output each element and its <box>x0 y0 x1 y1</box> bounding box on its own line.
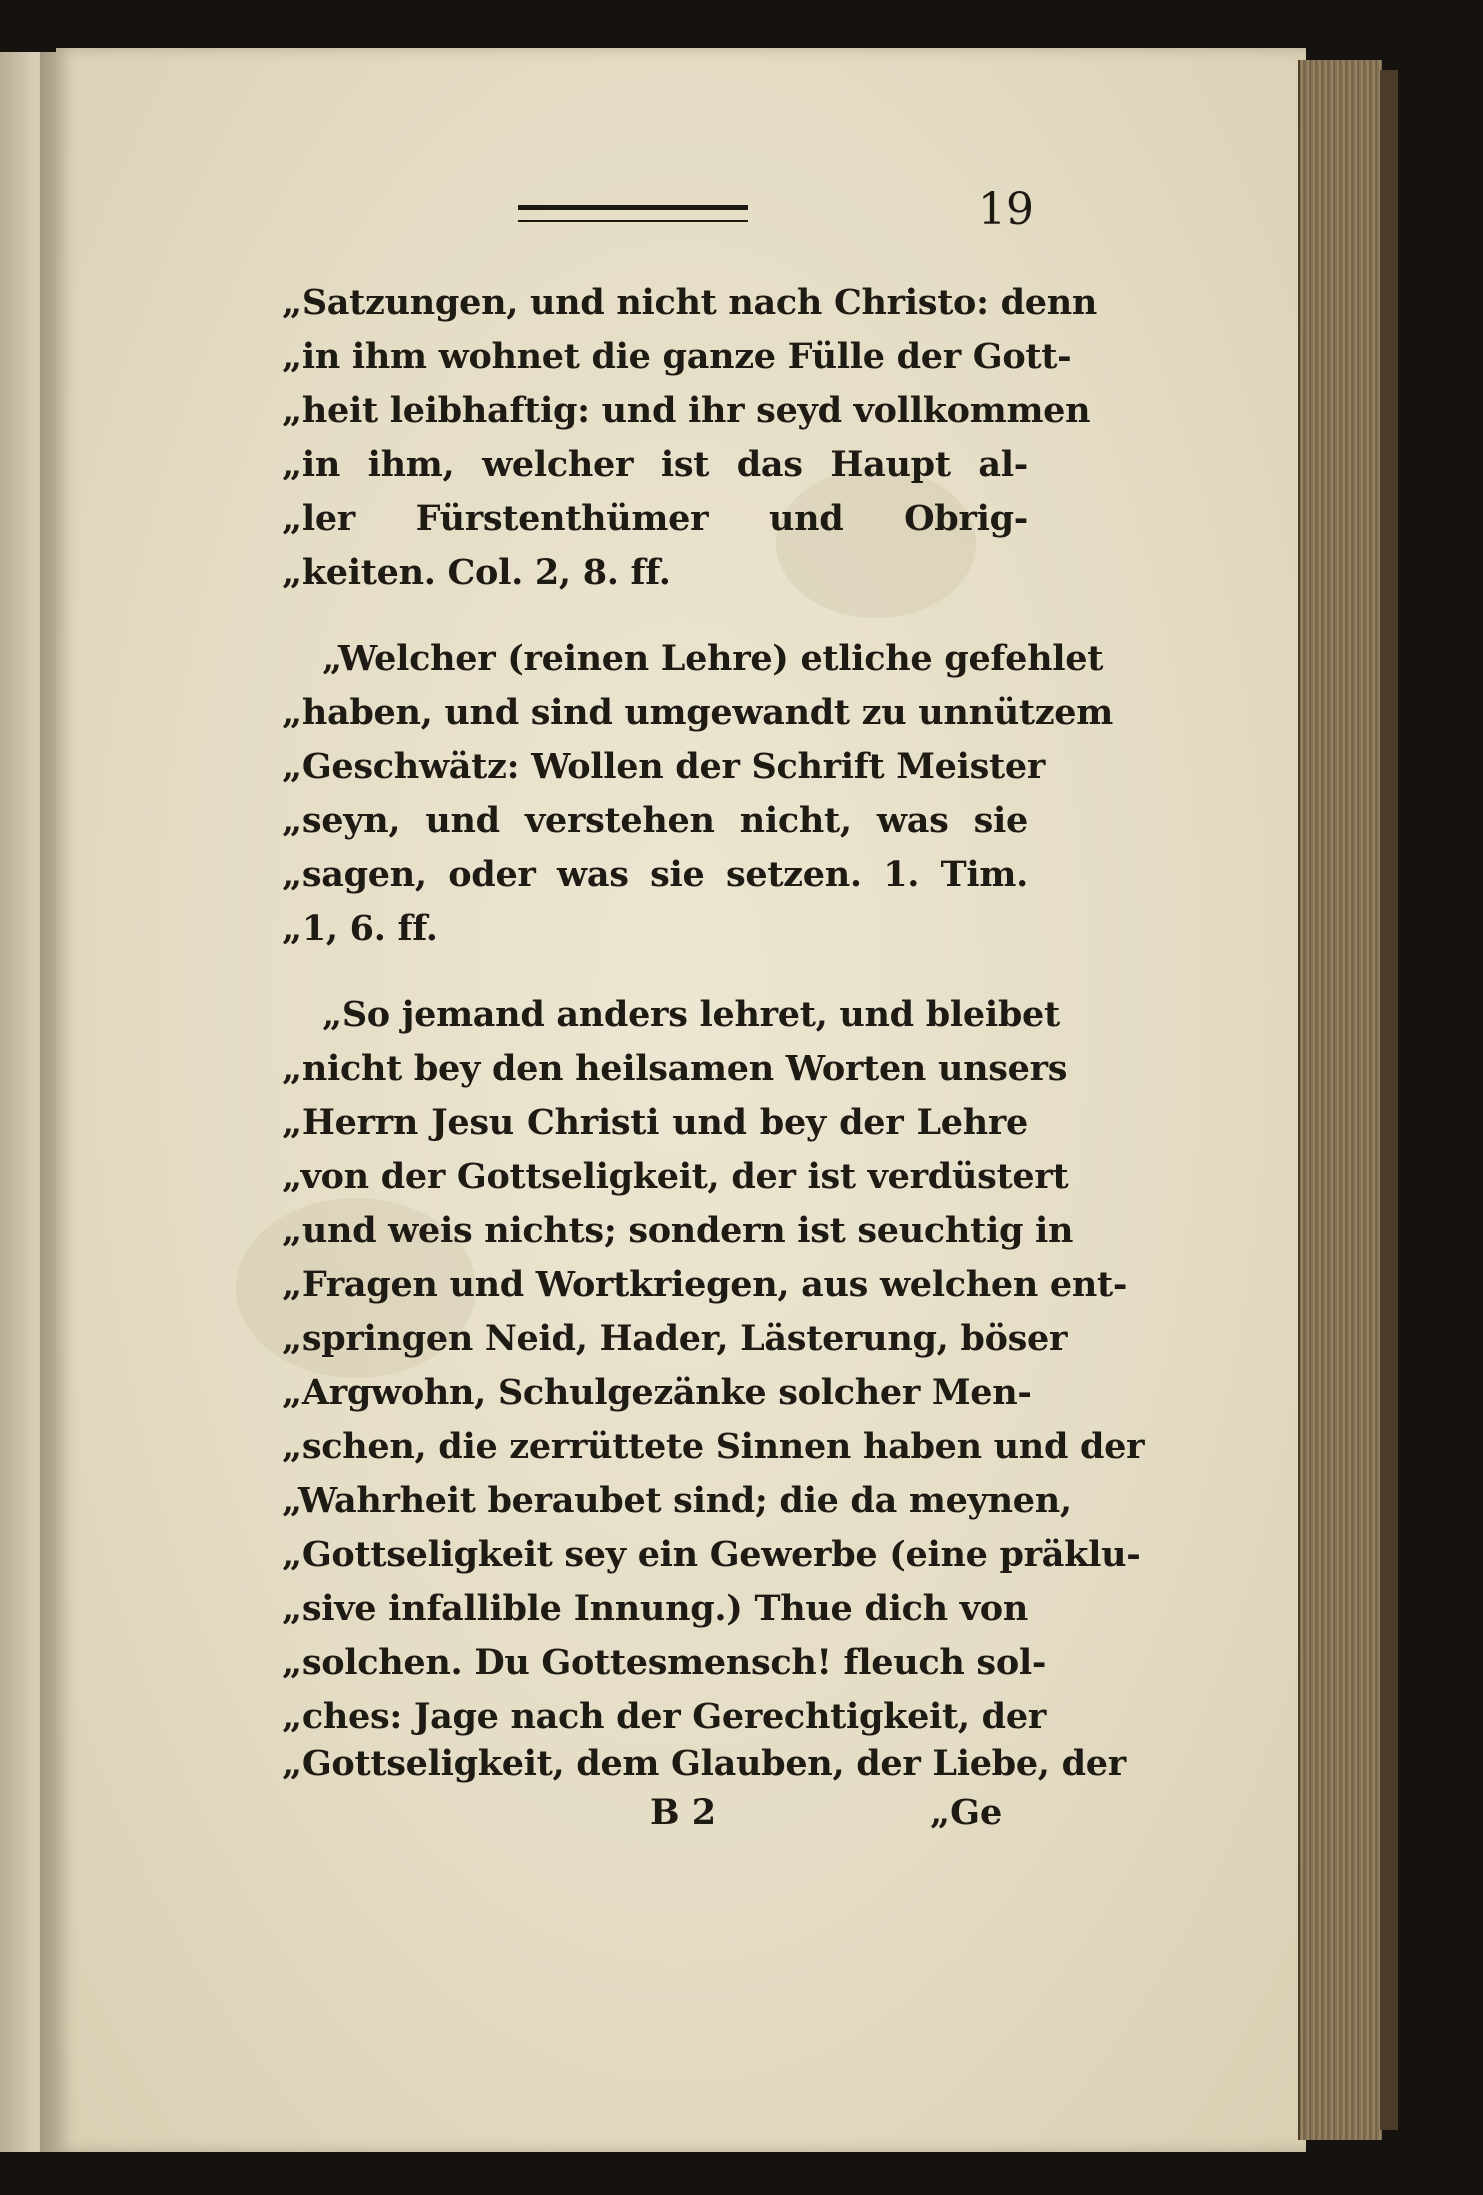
text-line: „Satzungen, und nicht nach Christo: denn <box>282 282 1098 323</box>
text-line: „ler Fürstenthümer und Obrig- <box>282 498 1028 539</box>
text-line: „keiten. Col. 2, 8. ff. <box>282 552 671 593</box>
text-line: „heit leibhaftig: und ihr seyd vollkommen <box>282 390 1091 431</box>
header-rule <box>518 205 748 222</box>
text-line: „Gottseligkeit sey ein Gewerbe (eine präklu- <box>282 1534 1141 1575</box>
text-line: „ches: Jage nach der Gerechtigkeit, der <box>282 1696 1046 1737</box>
text-line: „in ihm, welcher ist das Haupt al- <box>282 444 1028 485</box>
text-line: „Geschwätz: Wollen der Schrift Meister <box>282 746 1046 787</box>
page-number: 19 <box>978 184 1034 235</box>
text-line: „nicht bey den heilsamen Worten unsers <box>282 1048 1068 1089</box>
text-line: „in ihm wohnet die ganze Fülle der Gott- <box>282 336 1072 377</box>
text-line: „und weis nichts; sondern ist seuchtig in <box>282 1210 1074 1251</box>
text-line: „von der Gottseligkeit, der ist verdüstert <box>282 1156 1069 1197</box>
text-line: „springen Neid, Hader, Lästerung, böser <box>282 1318 1068 1359</box>
book-cover-edge <box>1380 70 1398 2130</box>
text-line: „Gottseligkeit, dem Glauben, der Liebe, der <box>282 1743 1126 1784</box>
text-line: „haben, und sind umgewandt zu unnützem <box>282 692 1114 733</box>
text-line: „1, 6. ff. <box>282 908 438 949</box>
text-line: „So jemand anders lehret, und bleibet <box>322 994 1060 1035</box>
text-line: „schen, die zerrüttete Sinnen haben und der <box>282 1426 1145 1467</box>
text-line: „Wahrheit beraubet sind; die da meynen, <box>282 1480 1072 1521</box>
signature-mark: B 2 <box>650 1792 717 1833</box>
text-line: „seyn, und verstehen nicht, was sie <box>282 800 1028 841</box>
text-line: „Welcher (reinen Lehre) etliche gefehlet <box>322 638 1104 679</box>
text-line: „Argwohn, Schulgezänke solcher Men- <box>282 1372 1032 1413</box>
page-block-edge <box>1298 60 1382 2140</box>
text-line: „Herrn Jesu Christi und bey der Lehre <box>282 1102 1028 1143</box>
text-line: „sive infallible Innung.) Thue dich von <box>282 1588 1028 1629</box>
text-line: „Fragen und Wortkriegen, aus welchen ent- <box>282 1264 1128 1305</box>
text-line: „sagen, oder was sie setzen. 1. Tim. <box>282 854 1028 895</box>
catchword: „Ge <box>930 1792 1003 1833</box>
text-line: „solchen. Du Gottesmensch! fleuch sol- <box>282 1642 1047 1683</box>
